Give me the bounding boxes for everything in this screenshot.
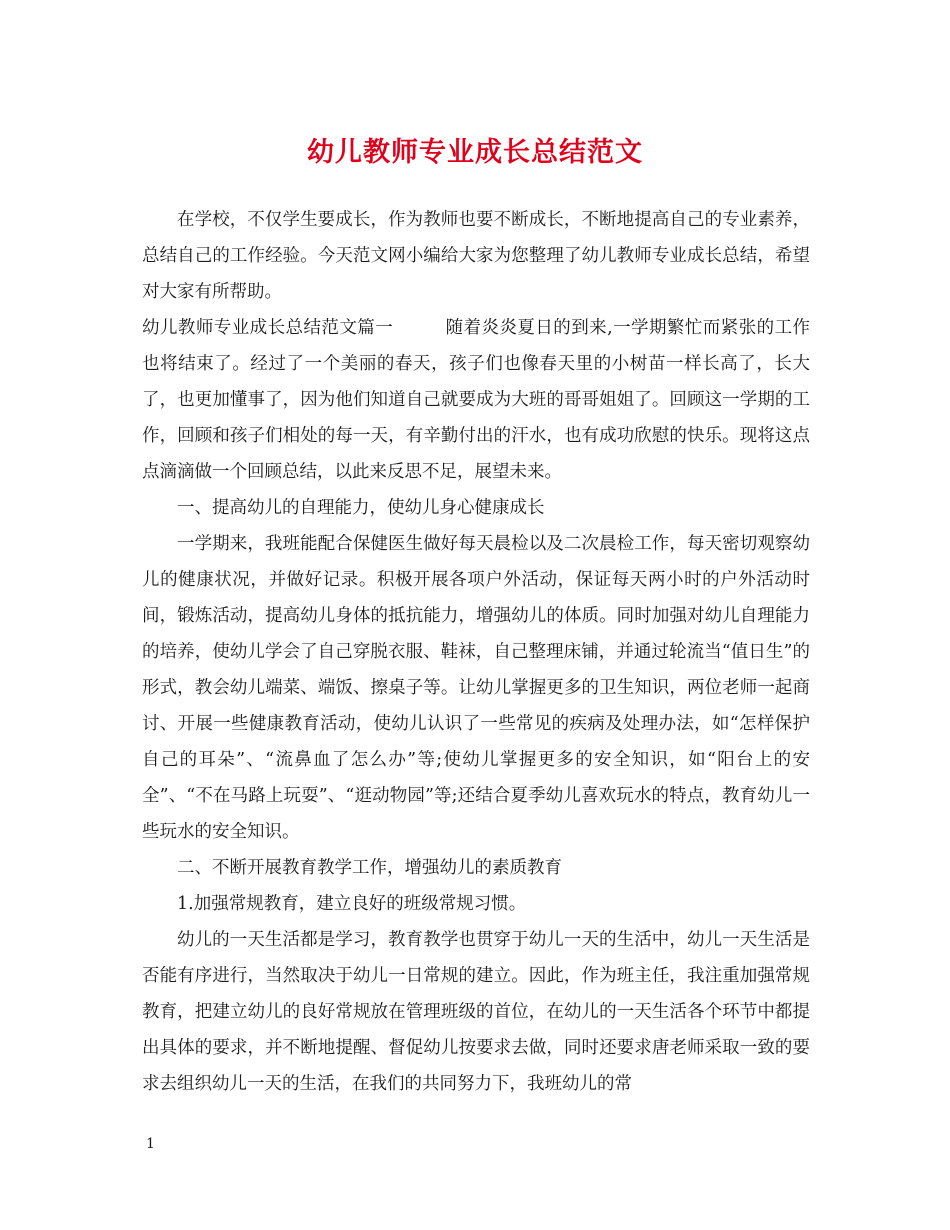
part-one-paragraph xyxy=(142,310,810,490)
document-title: 幼儿教师专业成长总结范文 xyxy=(307,137,643,168)
subsection-heading-1: 1.加强常规教育，建立良好的班级常规习惯。 xyxy=(177,894,527,914)
intro-paragraph: 在学校，不仅学生要成长，作为教师也要不断成长，不断地提高自己的专业素养，总结自己的工作经验。今天范文网小编给大家为您整理了幼儿教师专业成长总结，希望对大家有所帮助。 xyxy=(142,210,810,302)
section-heading-1: 一、提高幼儿的自理能力，使幼儿身心健康成长 xyxy=(177,498,545,518)
health-paragraph: 一学期来，我班能配合保健医生做好每天晨检以及二次晨检工作，每天密切观察幼儿的健康状况，并做好记录。积极开展各项户外活动，保证每天两小时的户外活动时间，锻炼活动，提高幼儿身体的抵抗能力，增强幼儿的体质。同时加强对幼儿自理能力的培养，使幼儿学会了自己穿脱衣服、鞋袜，自己整理床铺，并通过轮流当“值日生”的形式，教会幼儿端菜、端饭、擦桌子等。让幼儿掌握更多的卫生知识，两位老师一起商讨、开展一些健康教育活动，使幼儿认识了一些常见的疾病及处理办法，如“怎样保护自己的耳朵”、“流鼻血了怎么办”等;使幼儿掌握更多的安全知识，如“阳台上的安全”、“不在马路上玩耍”、“逛动物园”等;还结合夏季幼儿喜欢玩水的特点，教育幼儿一些玩水的安全知识。 xyxy=(142,534,810,842)
routine-paragraph: 幼儿的一天生活都是学习，教育教学也贯穿于幼儿一天的生活中，幼儿一天生活是否能有序进行，当然取决于幼儿一日常规的建立。因此，作为班主任，我注重加强常规教育，把建立幼儿的良好常规放在管理班级的首位，在幼儿的一天生活各个环节中都提出具体的要求，并不断地提醒、督促幼儿按要求去做，同时还要求唐老师采取一致的要求去组织幼儿一天的生活，在我们的共同努力下，我班幼儿的常 xyxy=(142,930,810,1094)
part-intro: 随着炎炎夏日的到来,一学期繁忙而紧张的工作也将结束了。经过了一个美丽的春天，孩子们也像春天里的小树苗一样长高了，长大了，也更加懂事了，因为他们知道自己就要成为大班的哥哥姐姐了。回顾这一学期的工作，回顾和孩子们相处的每一天，有辛勤付出的汗水，也有成功欣慰的快乐。现将这点点滴滴做一个回顾总结，以此来反思不足，展望未来。 xyxy=(142,318,811,482)
section-heading-2: 二、不断开展教育教学工作，增强幼儿的素质教育 xyxy=(177,858,562,878)
page-number: 1 xyxy=(146,1136,155,1152)
part-title: 幼儿教师专业成长总结范文篇一 xyxy=(142,318,394,338)
document-body xyxy=(142,202,810,1102)
